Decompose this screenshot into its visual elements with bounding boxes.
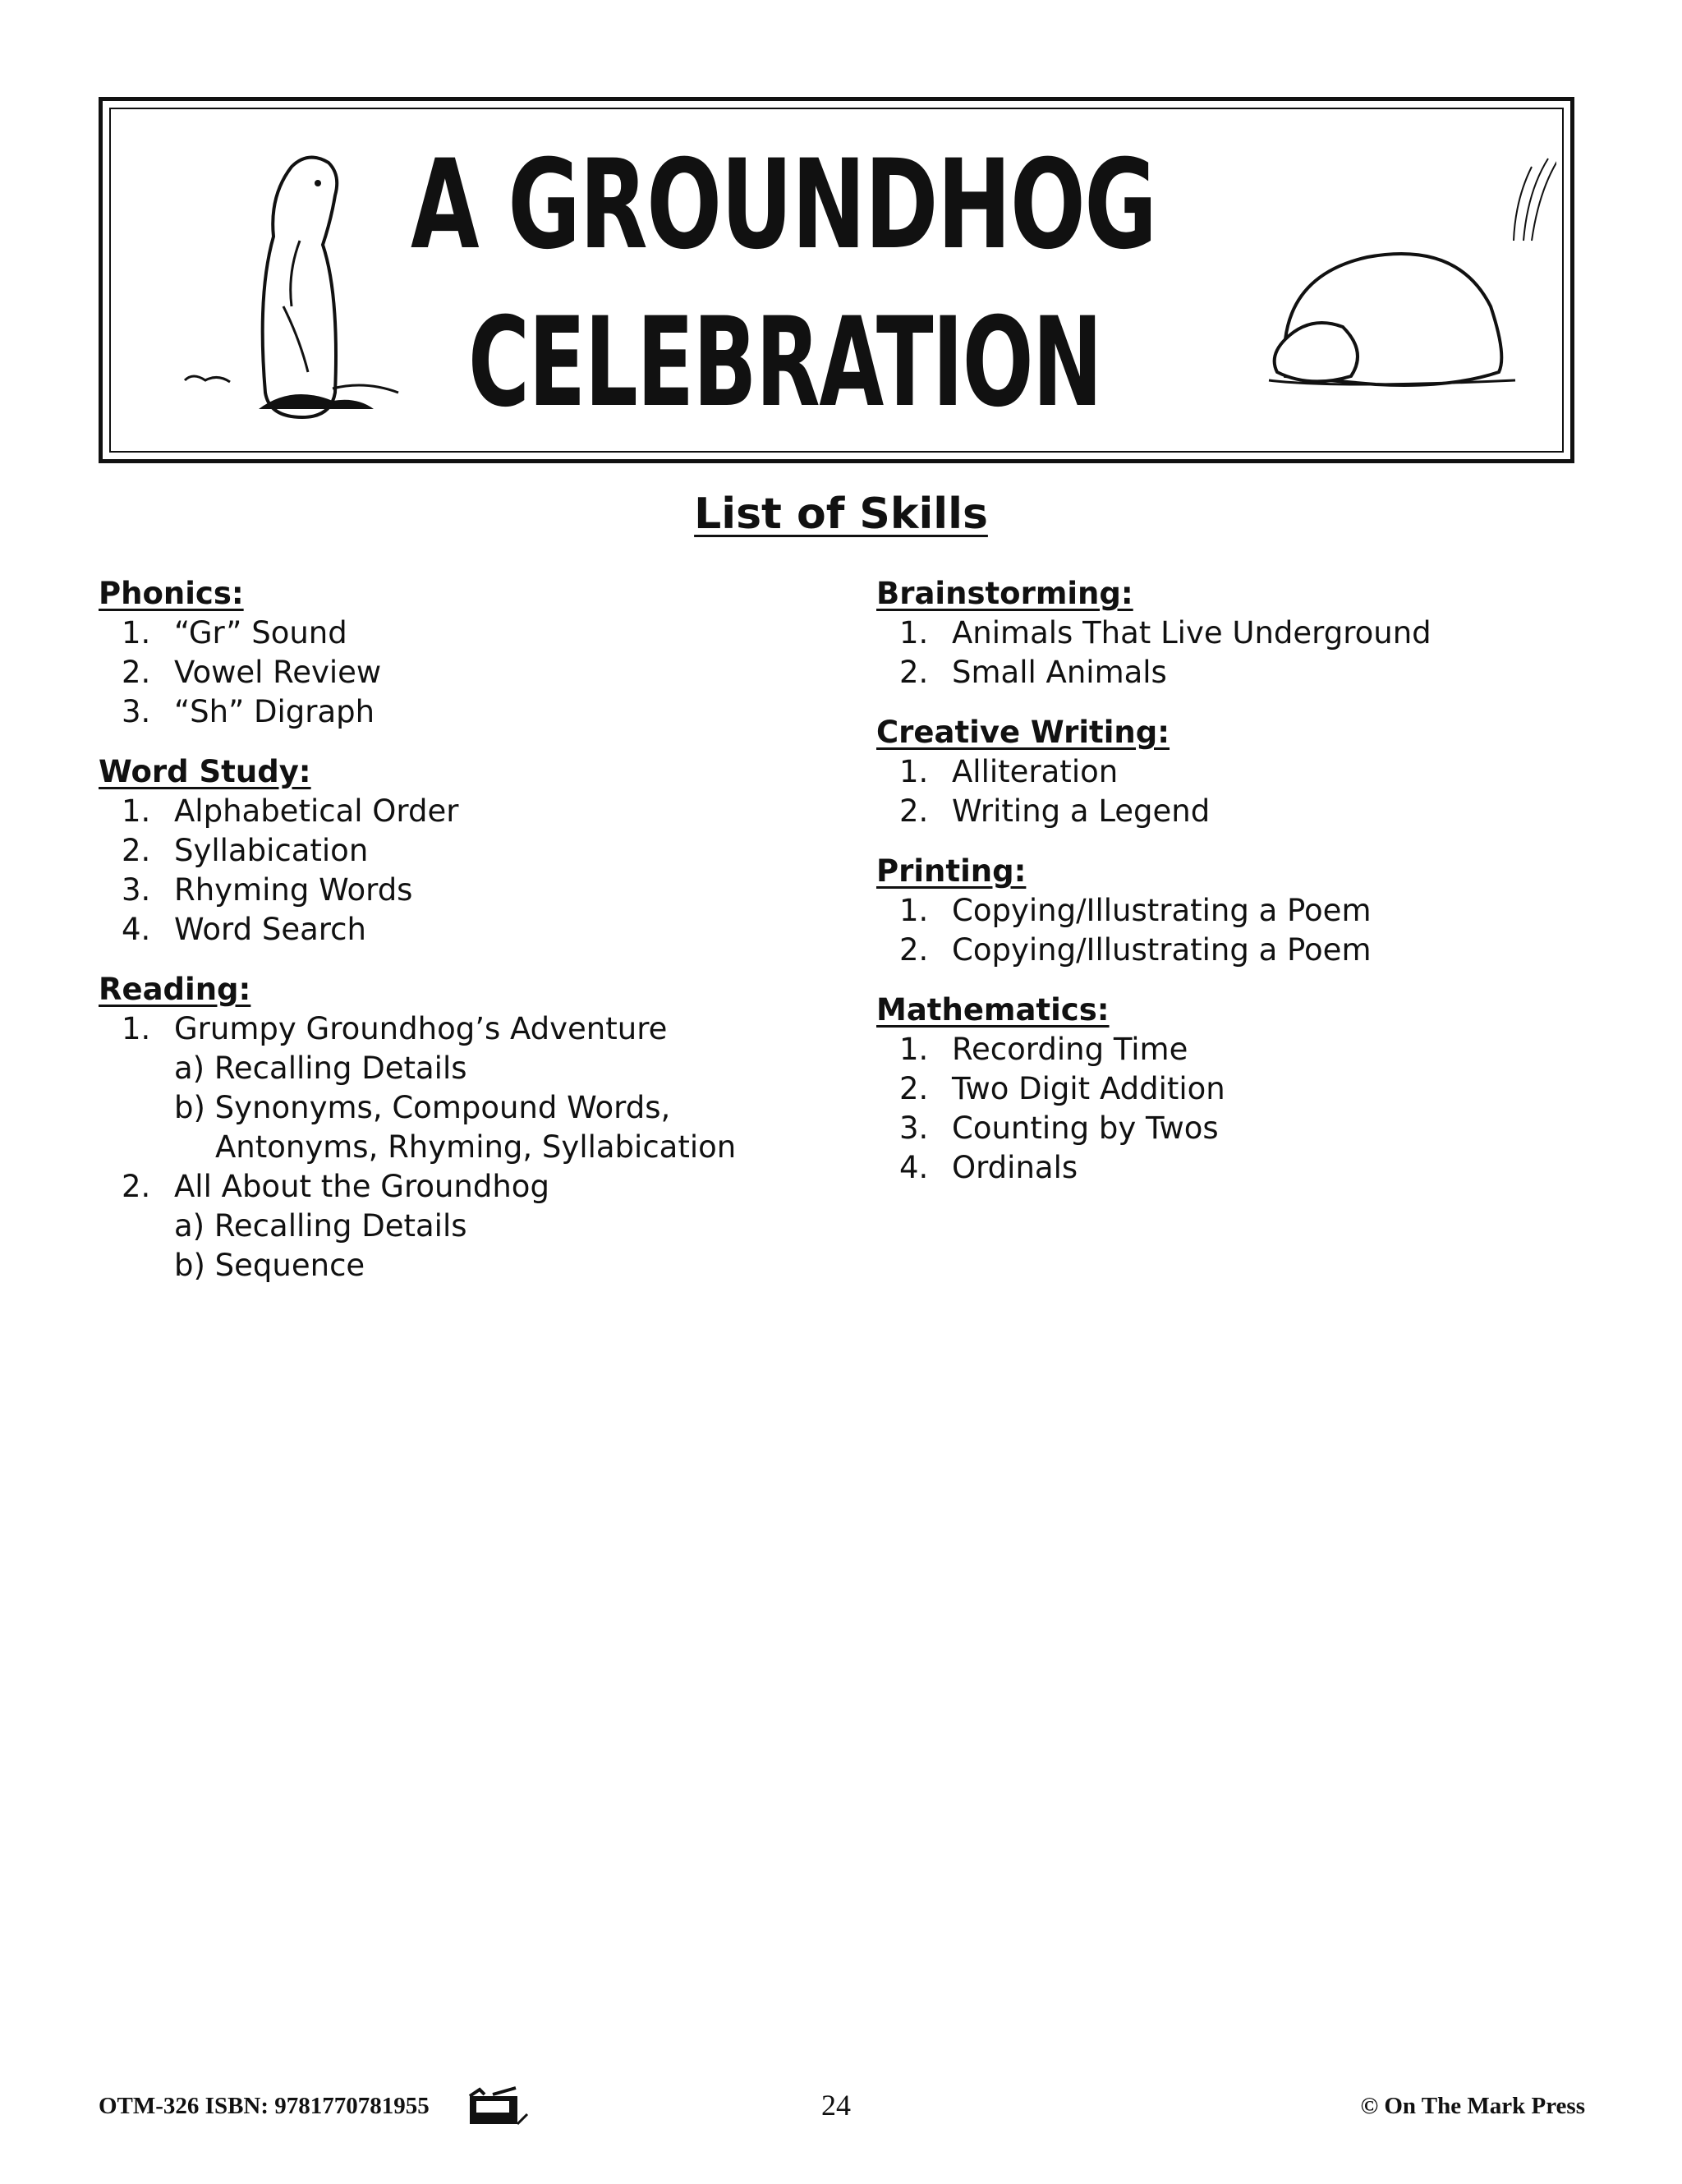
item-number: 2. (899, 793, 929, 829)
list-item (99, 653, 838, 692)
item-text: Alphabetical Order (174, 793, 459, 829)
sub-item: b) Synonyms, Compound Words, (174, 1090, 671, 1125)
item-number: 1. (122, 615, 151, 651)
item-text: Counting by Twos (952, 1110, 1219, 1146)
item-number: 3. (122, 872, 151, 908)
section-phonics (99, 574, 838, 732)
item-number: 2. (122, 1169, 151, 1204)
item-number: 1. (899, 893, 929, 928)
skills-right-column (876, 574, 1615, 1208)
item-text: “Gr” Sound (174, 615, 347, 651)
item-text: Rhyming Words (174, 872, 413, 908)
list-item (876, 792, 1615, 831)
list-item (99, 871, 838, 910)
item-number: 4. (899, 1150, 929, 1185)
list-item (99, 692, 838, 732)
section-brainstorming (876, 574, 1615, 692)
item-number: 1. (122, 793, 151, 829)
footer-code-isbn: OTM-326 ISBN: 9781770781955 (99, 2093, 430, 2119)
section-printing (876, 852, 1615, 970)
item-text: Vowel Review (174, 655, 382, 690)
sleeping-groundhog-illustration (1170, 134, 1556, 430)
item-text: Two Digit Addition (952, 1071, 1225, 1106)
item-text: “Sh” Digraph (174, 694, 375, 729)
list-item (876, 752, 1615, 792)
section-mathematics (876, 991, 1615, 1188)
item-text: Word Search (174, 912, 366, 947)
section-heading: Word Study: (99, 754, 311, 789)
item-text: Alliteration (952, 754, 1119, 789)
list-item (876, 1069, 1615, 1109)
item-number: 2. (899, 1071, 929, 1106)
list-item (876, 1030, 1615, 1069)
item-text: Recording Time (952, 1032, 1188, 1067)
item-text: Copying/Illustrating a Poem (952, 893, 1372, 928)
item-number: 2. (122, 833, 151, 868)
item-number: 4. (122, 912, 151, 947)
item-text: Ordinals (952, 1150, 1078, 1185)
item-number: 2. (899, 932, 929, 968)
list-item (876, 891, 1615, 931)
item-number: 1. (122, 1011, 151, 1046)
sub-item-continued: Antonyms, Rhyming, Syllabication (215, 1129, 737, 1165)
list-item (99, 614, 838, 653)
section-heading: Printing: (876, 853, 1027, 889)
title-banner (99, 97, 1574, 463)
list-item (99, 831, 838, 871)
list-item (99, 1167, 838, 1207)
item-text: Animals That Live Underground (952, 615, 1432, 651)
item-text: Syllabication (174, 833, 369, 868)
section-heading: Phonics: (99, 576, 244, 611)
item-text: All About the Groundhog (174, 1169, 549, 1204)
section-heading: Reading: (99, 972, 251, 1007)
sub-item: a) Recalling Details (174, 1051, 467, 1086)
banner-title-line1: A GROUNDHOG (411, 134, 1156, 277)
sub-item: a) Recalling Details (174, 1208, 467, 1244)
section-creative-writing (876, 713, 1615, 831)
section-word-study (99, 752, 838, 949)
list-item (876, 1109, 1615, 1148)
item-number: 3. (122, 694, 151, 729)
item-number: 1. (899, 754, 929, 789)
skills-left-column (99, 574, 838, 1306)
list-item (99, 792, 838, 831)
section-heading: Mathematics: (876, 992, 1110, 1028)
item-number: 2. (122, 655, 151, 690)
list-item (876, 653, 1615, 692)
list-item (876, 931, 1615, 970)
item-number: 1. (899, 1032, 929, 1067)
item-text: Small Animals (952, 655, 1167, 690)
item-text: Grumpy Groundhog’s Adventure (174, 1011, 668, 1046)
page-number: 24 (821, 2089, 851, 2122)
list-item (876, 1148, 1615, 1188)
section-reading (99, 970, 838, 1285)
item-number: 3. (899, 1110, 929, 1146)
footer-copyright: © On The Mark Press (1360, 2093, 1585, 2119)
item-number: 1. (899, 615, 929, 651)
list-item (99, 910, 838, 949)
page-title: List of Skills (694, 490, 988, 539)
list-item (876, 614, 1615, 653)
banner-title-line2: CELEBRATION (468, 292, 1102, 435)
item-text: Copying/Illustrating a Poem (952, 932, 1372, 968)
photocopier-icon (468, 2086, 558, 2127)
sub-item: b) Sequence (174, 1248, 365, 1283)
item-text: Writing a Legend (952, 793, 1211, 829)
section-heading: Brainstorming: (876, 576, 1133, 611)
section-heading: Creative Writing: (876, 715, 1170, 750)
item-number: 2. (899, 655, 929, 690)
list-item (99, 1009, 838, 1049)
